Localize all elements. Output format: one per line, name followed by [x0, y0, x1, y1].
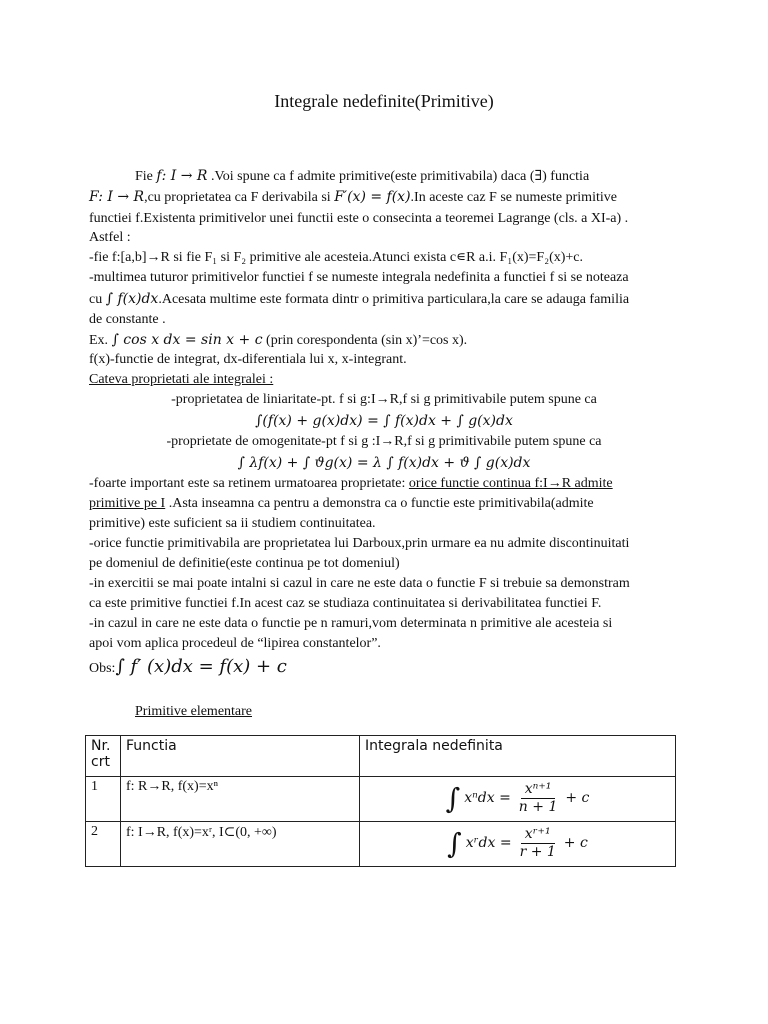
cell-nr: 1: [86, 777, 121, 822]
fraction: [515, 781, 562, 816]
table-row: [86, 777, 676, 822]
numerator: xʳ⁺¹: [521, 826, 555, 844]
homogeneity-formula: ∫ λf(x) + ∫ ϑg(x) = λ ∫ f(x)dx + ϑ ∫ g(x)dx: [237, 455, 531, 471]
line-21: -in exercitii se mai poate intalni si cazul in care ne este data o functie F si trebuie sa demonstram: [89, 576, 630, 591]
observation: [89, 656, 287, 677]
line-17: [89, 494, 594, 514]
integral-lhs: xʳdx =: [465, 835, 512, 851]
line-9: [89, 330, 467, 351]
text: (prin corespondenta (sin x)’=cos x).: [262, 333, 468, 348]
text: .In aceste caz F se numeste primitive: [410, 190, 617, 205]
line-19: -orice functie primitivabila are proprietatea lui Darboux,prin urmare ea nu admite discontinuitati: [89, 536, 630, 551]
line-5: -fie f:[a,b]→R si fie F₁ si F₂ primitive ale acesteia.Atunci exista c∊R a.i. F₁(x)=F₂(x)+c.: [89, 250, 584, 265]
text: Ex.: [89, 333, 112, 348]
underlined-text: primitive pe I: [89, 496, 166, 511]
constant: + c: [565, 790, 590, 806]
underlined-text: orice functie continua f:I→R admite: [408, 476, 613, 491]
math-inline: ∫ f(x)dx: [105, 291, 159, 307]
cell-nr: 2: [86, 822, 121, 867]
cell-functia: f: R→R, f(x)=xⁿ: [121, 777, 360, 822]
page-title: Integrale nedefinite(Primitive): [274, 91, 494, 111]
line-4: Astfel :: [89, 230, 131, 245]
fraction: [516, 826, 560, 861]
line-16: [89, 474, 613, 494]
numerator: xⁿ⁺¹: [521, 781, 556, 799]
table-row: [86, 822, 676, 867]
integral-sign: ∫: [445, 781, 461, 815]
constant: + c: [563, 835, 588, 851]
line-7: [89, 289, 629, 310]
cell-integral: [360, 777, 676, 822]
line-8: de constante .: [89, 312, 166, 327]
text: .Acesata multime este formata dintr o primitiva particulara,la care se adauga familia: [158, 292, 630, 307]
cell-integral: [360, 822, 676, 867]
line-23: -in cazul in care ne este data o functie pe n ramuri,vom determinata n primitive ale acesteia si: [89, 616, 613, 631]
text: .Asta inseamna ca pentru a demonstra ca o functie este primitivabila(admite: [165, 496, 594, 511]
line-20: pe domeniul de definitie(este continua pe tot domeniul): [89, 556, 400, 571]
text: -foarte important este sa retinem urmatoarea proprietate:: [89, 476, 409, 491]
math-inline: F′(x) = f(x): [334, 189, 411, 205]
line-6: -multimea tuturor primitivelor functiei f se numeste integrala nedefinita a functiei f si se noteaza: [89, 270, 629, 285]
table-header-row: [86, 736, 676, 777]
line-2: [89, 187, 617, 208]
primitives-table: [85, 735, 676, 867]
linearity-formula: ∫(f(x) + g(x)dx) = ∫ f(x)dx + ∫ g(x)dx: [255, 413, 513, 429]
text: cu: [89, 292, 106, 307]
line-18: primitive) este suficient sa ii studiem continuitatea.: [89, 516, 376, 531]
math-inline: f: I → R: [156, 168, 208, 184]
denominator: r + 1: [519, 843, 556, 860]
text: .Voi spune ca f admite primitive(este primitivabila) daca (∃) functia: [207, 169, 590, 184]
cell-functia: f: I→R, f(x)=xʳ, I⊂(0, +∞): [121, 822, 360, 867]
line-1: [135, 166, 589, 187]
properties-heading: Cateva proprietati ale integralei :: [89, 372, 274, 387]
line-10: f(x)-functie de integrat, dx-diferentiala lui x, x-integrant.: [89, 352, 407, 367]
text: Fie: [135, 169, 157, 184]
obs-formula: ∫ f′ (x)dx = f(x) + c: [115, 656, 287, 677]
line-24: apoi vom aplica procedeul de “lipirea constantelor”.: [89, 636, 381, 651]
section-heading: Primitive elementare: [135, 704, 253, 719]
line-3: functiei f.Existenta primitivelor unei functii este o consecinta a teoremei Lagrange (cls. a XI-a) .: [89, 211, 629, 226]
header-functia: Functia: [121, 736, 360, 777]
header-integrala: Integrala nedefinita: [360, 736, 676, 777]
denominator: n + 1: [518, 798, 558, 815]
header-nr: Nr. crt: [86, 736, 121, 777]
integral-lhs: xⁿdx =: [464, 790, 511, 806]
math-inline: F: I → R: [89, 189, 145, 205]
text: ,cu proprietatea ca F derivabila si: [144, 190, 335, 205]
homogeneity-text: -proprietate de omogenitate-pt f si g :I→R,f si g primitivabile putem spune ca: [166, 434, 602, 449]
obs-label: Obs:: [89, 661, 116, 676]
linearity-text: -proprietatea de liniaritate-pt. f si g:I→R,f si g primitivabile putem spune ca: [171, 392, 597, 407]
integral-sign: ∫: [447, 826, 462, 860]
line-22: ca este primitive functiei f.In acest caz se studiaza continuitatea si derivabilitatea functiei F.: [89, 596, 602, 611]
math-inline: ∫ cos x dx = sin x + c: [111, 332, 263, 348]
